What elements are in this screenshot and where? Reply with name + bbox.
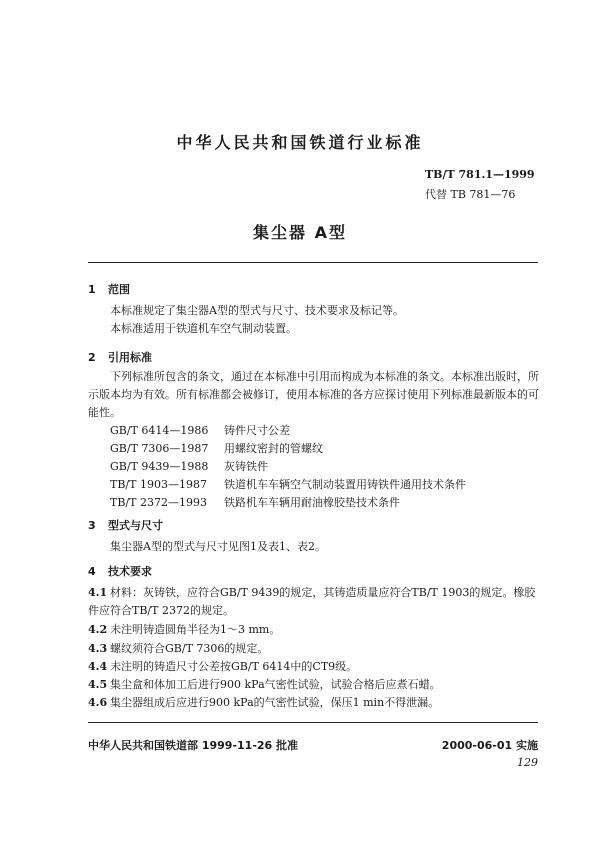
section-title: 引用标准 [108, 351, 152, 364]
reference-item [110, 476, 466, 492]
section-number: 1 [88, 283, 96, 296]
section-title: 范围 [108, 283, 130, 296]
reference-item [110, 494, 400, 510]
requirement-number: 4.4 [88, 660, 108, 673]
replaces-standard: 代替 TB 781—76 [425, 188, 516, 201]
section-number: 4 [88, 565, 96, 578]
section-number: 3 [88, 519, 96, 532]
effective-date: 2000-06-01 实施 [441, 739, 538, 752]
scope-paragraph-1: 本标准规定了集尘器A型的型式与尺寸、技术要求及标记等。 [110, 304, 404, 317]
requirement-text: 螺纹须符合GB/T 7306的规定。 [110, 642, 269, 655]
requirement-number: 4.6 [88, 696, 108, 709]
requirement-text: 未注明铸造圆角半径为1～3 mm。 [110, 623, 281, 636]
requirement-text: 集尘盒和体加工后进行900 kPa气密性试验，试验合格后应煮石蜡。 [110, 678, 441, 691]
section-title: 型式与尺寸 [108, 519, 163, 532]
section-heading-scope [88, 281, 130, 297]
requirement-text: 未注明的铸造尺寸公差按GB/T 6414中的CT9级。 [110, 660, 358, 673]
reference-title: 灰铸铁件 [224, 460, 268, 473]
section-title: 技术要求 [108, 565, 152, 578]
page-number: 129 [517, 756, 538, 769]
section-heading-form-size [88, 517, 163, 533]
form-size-paragraph: 集尘器A型的型式与尺寸见图1及表1、表2。 [110, 540, 326, 553]
reference-code: GB/T 9439—1988 [110, 460, 209, 473]
section-number: 2 [88, 351, 96, 364]
reference-title: 铁路机车车辆用耐油橡胶垫技术条件 [224, 496, 400, 509]
reference-code: TB/T 1903—1987 [110, 478, 207, 491]
section-heading-technical [88, 563, 152, 579]
references-intro: 下列标准所包含的条文，通过在本标准中引用而构成为本标准的条文。本标准出版时，所示版本均为有效。所有标准都会被修订，使用本标准的各方应探讨使用下列标准最新版本的可能性。 [88, 370, 539, 419]
requirement-item [88, 694, 540, 710]
requirement-item [88, 658, 540, 674]
requirement-item [88, 676, 540, 692]
reference-code: GB/T 6414—1986 [110, 424, 209, 437]
requirement-number: 4.5 [88, 678, 108, 691]
reference-code: TB/T 2372—1993 [110, 496, 207, 509]
requirement-item [88, 584, 540, 620]
standard-category-title: 中华人民共和国铁道行业标准 [176, 133, 424, 152]
footer-divider [88, 722, 538, 723]
reference-item [110, 440, 323, 456]
reference-title: 铁道机车车辆空气制动装置用铸铁件通用技术条件 [224, 478, 466, 491]
standard-code: TB/T 781.1—1999 [425, 168, 535, 181]
requirement-number: 4.3 [88, 642, 108, 655]
section-heading-references [88, 349, 152, 365]
approval-statement: 中华人民共和国铁道部 1999-11-26 批准 [88, 739, 299, 752]
requirement-item [88, 621, 540, 637]
reference-item [110, 458, 268, 474]
reference-item [110, 422, 290, 438]
header-divider [88, 262, 538, 263]
scope-paragraph-2: 本标准适用于铁道机车空气制动装置。 [110, 322, 297, 335]
requirement-number: 4.2 [88, 623, 108, 636]
requirement-item [88, 640, 540, 656]
document-title: 集尘器 A型 [253, 223, 347, 242]
requirement-text: 材料：灰铸铁，应符合GB/T 9439的规定，其铸造质量应符合TB/T 1903的规定。橡胶件应符合TB/T 2372的规定。 [88, 586, 536, 617]
requirement-text: 集尘器组成后应进行900 kPa的气密性试验，保压1 min不得泄漏。 [110, 696, 440, 709]
requirement-number: 4.1 [88, 586, 108, 599]
reference-title: 铸件尺寸公差 [224, 424, 290, 437]
reference-title: 用螺纹密封的管螺纹 [224, 442, 323, 455]
reference-code: GB/T 7306—1987 [110, 442, 209, 455]
